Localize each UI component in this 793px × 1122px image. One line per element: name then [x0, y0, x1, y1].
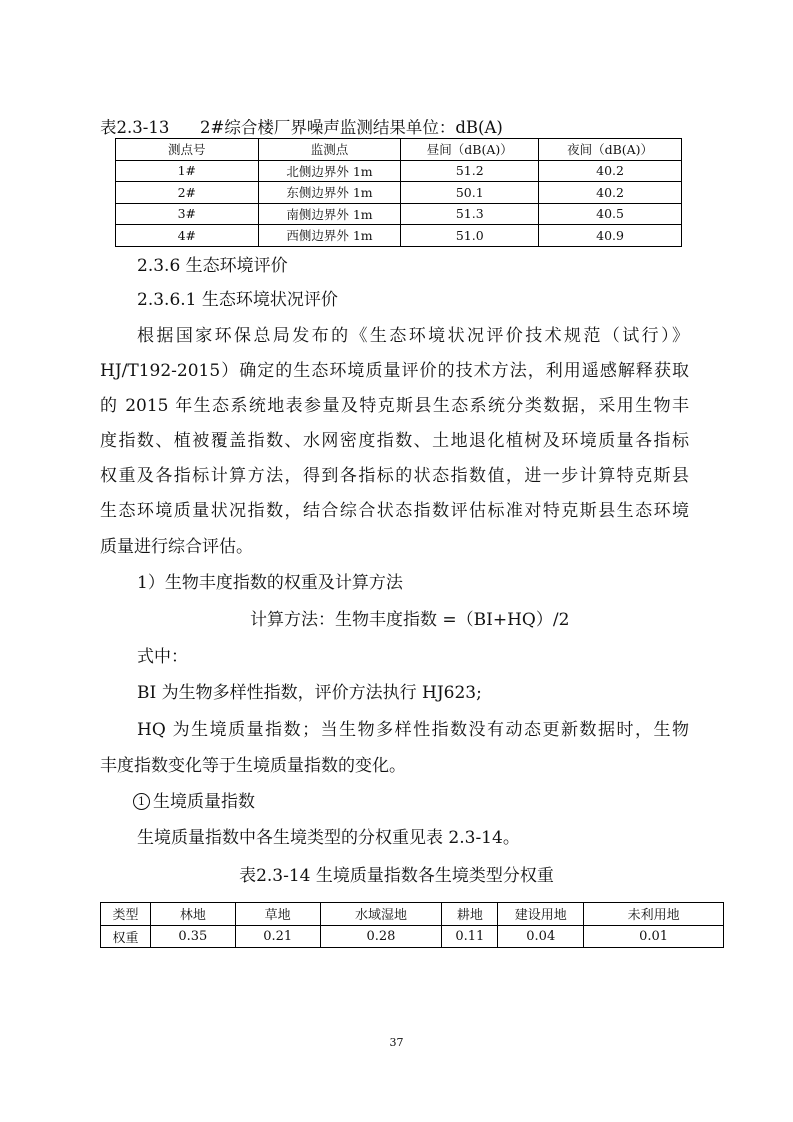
- table1-header-cell: 昼间（dB(A)）: [401, 139, 539, 161]
- table-row: [116, 160, 682, 182]
- table2-header-cell: 水域湿地: [320, 903, 442, 926]
- hq-definition-line: HQ 为生境质量指数；当生物多样性指数没有动态更新数据时，生物: [137, 720, 689, 740]
- sub-item-title: 生境质量指数: [153, 792, 255, 812]
- table-cell: 51.3: [401, 203, 539, 225]
- table1-header-cell: 测点号: [116, 139, 259, 161]
- paragraph-line: 质量进行综合评估。: [100, 537, 253, 557]
- subsection-heading: 2.3.6.1 生态环境状况评价: [137, 290, 338, 310]
- table-row: [116, 225, 682, 247]
- paragraph-line: 权重及各指标计算方法，得到各指标的状态指数值，进一步计算特克斯县: [100, 466, 689, 486]
- table-cell: 1#: [116, 160, 259, 182]
- table-cell: 0.11: [442, 925, 498, 948]
- table-cell: 4#: [116, 225, 259, 247]
- table-cell: 51.0: [401, 225, 539, 247]
- sub-item: [133, 792, 255, 812]
- table-cell: 0.21: [235, 925, 320, 948]
- table2-header-cell: 草地: [235, 903, 320, 926]
- hq-definition-line: 丰度指数变化等于生境质量指数的变化。: [100, 756, 406, 776]
- table-cell: 40.9: [539, 225, 682, 247]
- table-cell: 0.28: [320, 925, 442, 948]
- section-heading: 2.3.6 生态环境评价: [137, 256, 288, 276]
- table2-header-cell: 类型: [101, 903, 151, 926]
- table-cell: 40.2: [539, 160, 682, 182]
- table-cell: 50.1: [401, 182, 539, 204]
- page-number: 37: [389, 1036, 404, 1049]
- table-cell: 40.5: [539, 203, 682, 225]
- table2-header-cell: 耕地: [442, 903, 498, 926]
- habitat-weight-table: [100, 902, 724, 948]
- table2-header-cell: 建设用地: [498, 903, 584, 926]
- table2-header-row: [101, 903, 724, 926]
- table-cell: 西侧边界外 1m: [258, 225, 401, 247]
- table-cell: 2#: [116, 182, 259, 204]
- table1-caption: [100, 114, 503, 138]
- table-row: [116, 182, 682, 204]
- paragraph-line: HJ/T192-2015）确定的生态环境质量评价的技术方法，利用遥感解释获取: [100, 361, 689, 381]
- formula: 计算方法：生物丰度指数 =（BI+HQ）/2: [250, 610, 570, 630]
- where-label: 式中：: [137, 647, 188, 667]
- item-title: 1）生物丰度指数的权重及计算方法: [137, 573, 403, 593]
- table2-header-cell: 未利用地: [584, 903, 724, 926]
- table1-header-cell: 夜间（dB(A)）: [539, 139, 682, 161]
- table-cell: 0.01: [584, 925, 724, 948]
- paragraph-line: 根据国家环保总局发布的《生态环境状况评价技术规范（试行）》: [137, 326, 689, 346]
- table-cell: 3#: [116, 203, 259, 225]
- table1-header-row: [116, 139, 682, 161]
- table-row: [101, 925, 724, 948]
- noise-monitoring-table: [115, 138, 682, 247]
- table-cell: 0.35: [150, 925, 235, 948]
- table-reference-line: 生境质量指数中各生境类型的分权重见表 2.3-14。: [137, 828, 520, 848]
- table-cell: 0.04: [498, 925, 584, 948]
- bi-definition: BI 为生物多样性指数，评价方法执行 HJ623;: [137, 683, 482, 703]
- table-cell: 南侧边界外 1m: [258, 203, 401, 225]
- table-cell: 北侧边界外 1m: [258, 160, 401, 182]
- table1-header-cell: 监测点: [258, 139, 401, 161]
- table-row: [116, 203, 682, 225]
- table-cell: 51.2: [401, 160, 539, 182]
- table-cell: 权重: [101, 925, 151, 948]
- table1-caption-text: 2#综合楼厂界噪声监测结果单位：dB(A): [200, 118, 503, 137]
- paragraph-line: 生态环境质量状况指数，结合综合状态指数评估标准对特克斯县生态环境: [100, 501, 689, 521]
- table-cell: 40.2: [539, 182, 682, 204]
- table1-caption-number: 表2.3-13: [100, 118, 170, 137]
- table2-caption: 表2.3-14 生境质量指数各生境类型分权重: [239, 866, 554, 886]
- paragraph-line: 度指数、植被覆盖指数、水网密度指数、土地退化植树及环境质量各指标: [100, 431, 689, 451]
- table2-header-cell: 林地: [150, 903, 235, 926]
- paragraph-line: 的 2015 年生态系统地表参量及特克斯县生态系统分类数据，采用生物丰: [100, 396, 689, 416]
- table-cell: 东侧边界外 1m: [258, 182, 401, 204]
- circled-number-marker: 1: [133, 793, 150, 810]
